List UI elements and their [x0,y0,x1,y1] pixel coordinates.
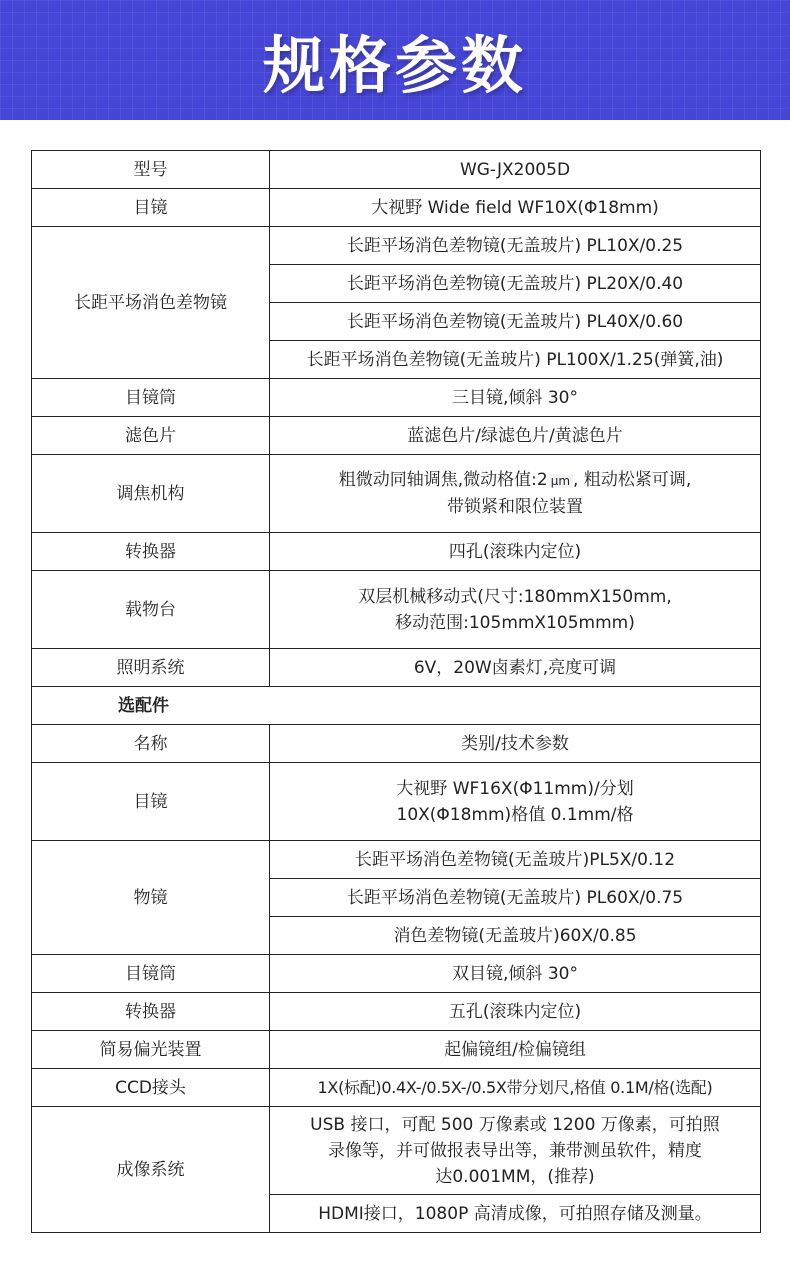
row-value [270,571,761,649]
table-row [32,649,761,687]
row-value: 大视野 Wide field WF10X(Φ18mm) [270,189,761,227]
row-value: 双目镜,倾斜 30° [270,955,761,993]
focus-text-a: 粗微动同轴调焦,微动格值:2 [338,470,548,490]
page-title: 规格参数 [262,28,527,102]
usb-line2: 录像等，并可做报表导出等，兼带测虽软件，精度 [328,1140,702,1161]
row-value: 蓝滤色片/绿滤色片/黄滤色片 [270,417,761,455]
table-row [32,841,761,879]
usb-line3: 达0.001MM，(推荐) [435,1166,595,1187]
row-value: 1X(标配)0.4X-/0.5X-/0.5X带分划尺,格值 0.1M/格(选配) [270,1069,761,1107]
table-row [32,379,761,417]
row-value [270,455,761,533]
focus-text-b: , 粗动松紧可调, [573,470,692,490]
row-value: 长距平场消色差物镜(无盖玻片) PL10X/0.25 [270,227,761,265]
table-row [32,455,761,533]
row-label: 目镜 [32,763,270,841]
row-value: 长距平场消色差物镜(无盖玻片) PL60X/0.75 [270,879,761,917]
row-value: 起偏镜组/检偏镜组 [270,1031,761,1069]
row-value: 消色差物镜(无盖玻片)60X/0.85 [270,917,761,955]
table-header-row [32,725,761,763]
table-row [32,955,761,993]
row-value: 五孔(滚珠内定位) [270,993,761,1031]
eyepiece-line2: 10X(Φ18mm)格值 0.1mm/格 [396,804,634,825]
row-value: 长距平场消色差物镜(无盖玻片) PL20X/0.40 [270,265,761,303]
stage-line2: 移动范围:105mmX105mmm) [395,612,635,633]
row-value: 三目镜,倾斜 30° [270,379,761,417]
focus-text-line2: 带锁紧和限位装置 [447,497,583,517]
table-row [32,1107,761,1195]
row-label: 目镜 [32,189,270,227]
row-label: 载物台 [32,571,270,649]
table-row [32,1031,761,1069]
row-value: HDMI接口，1080P 高清成像，可拍照存储及测量。 [270,1195,761,1233]
row-label: 转换器 [32,993,270,1031]
table-row [32,571,761,649]
row-label: 照明系统 [32,649,270,687]
row-value: 长距平场消色差物镜(无盖玻片) PL40X/0.60 [270,303,761,341]
table-row [32,763,761,841]
row-label: 滤色片 [32,417,270,455]
section-title: 选配件 [32,687,761,725]
row-label: CCD接头 [32,1069,270,1107]
row-value: WG-JX2005D [270,151,761,189]
row-label: 物镜 [32,841,270,955]
spec-table [31,150,761,1233]
row-label: 转换器 [32,533,270,571]
row-label: 成像系统 [32,1107,270,1233]
row-label: 简易偏光装置 [32,1031,270,1069]
unit-label: μm [548,474,573,488]
table-row [32,993,761,1031]
section-row [32,687,761,725]
column-header-param: 类别/技术参数 [270,725,761,763]
table-row [32,227,761,265]
table-row [32,1069,761,1107]
row-value [270,1107,761,1195]
table-row [32,189,761,227]
table-row [32,533,761,571]
table-row [32,151,761,189]
row-label: 型号 [32,151,270,189]
eyepiece-line1: 大视野 WF16X(Φ11mm)/分划 [396,778,634,799]
column-header-name: 名称 [32,725,270,763]
page-header [0,0,790,120]
row-label: 调焦机构 [32,455,270,533]
row-value: 四孔(滚珠内定位) [270,533,761,571]
row-value: 长距平场消色差物镜(无盖玻片)PL5X/0.12 [270,841,761,879]
row-label: 目镜筒 [32,955,270,993]
row-value [270,763,761,841]
row-label: 目镜筒 [32,379,270,417]
stage-line1: 双层机械移动式(尺寸:180mmX150mm, [358,586,672,607]
usb-line1: USB 接口，可配 500 万像素或 1200 万像素，可拍照 [310,1114,720,1135]
table-row [32,417,761,455]
row-value: 长距平场消色差物镜(无盖玻片) PL100X/1.25(弹簧,油) [270,341,761,379]
row-label: 长距平场消色差物镜 [32,227,270,379]
row-value: 6V，20W卤素灯,亮度可调 [270,649,761,687]
